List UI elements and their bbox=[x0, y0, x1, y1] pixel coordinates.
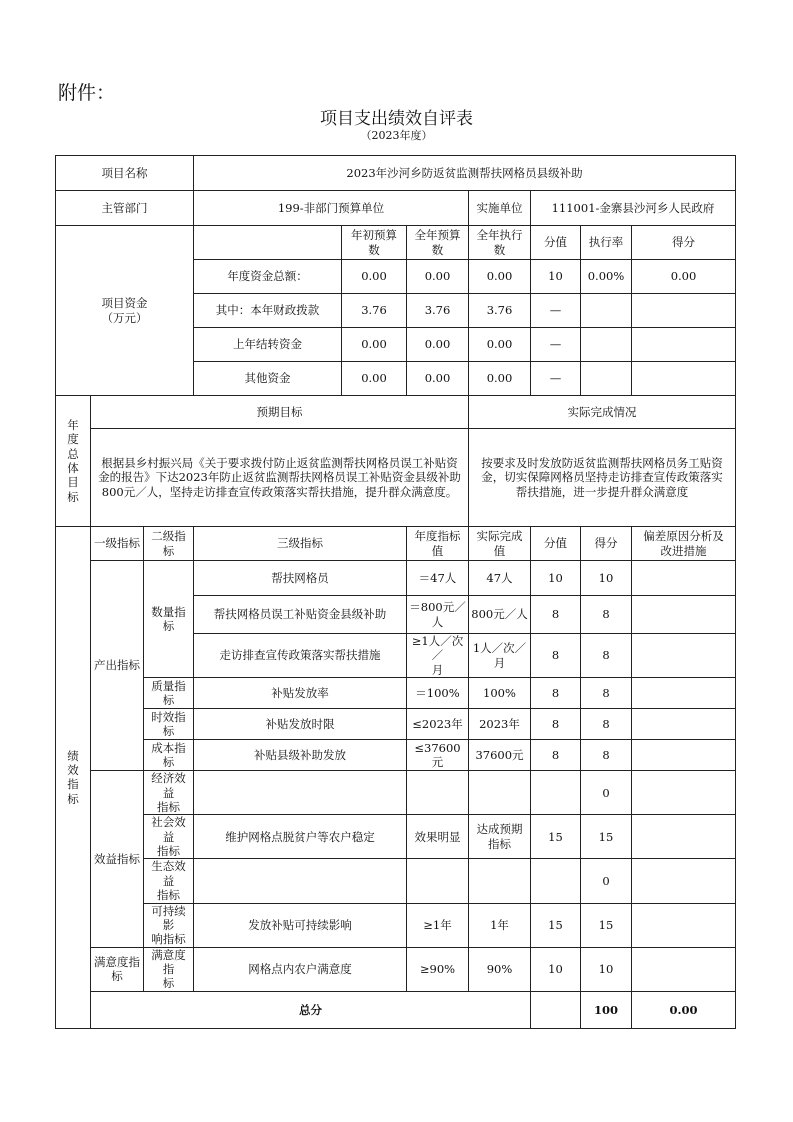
indicator-got: 8 bbox=[581, 678, 632, 709]
goal-label: 年 度 总 体 目 标 bbox=[56, 396, 91, 527]
indicator-score: 8 bbox=[531, 740, 581, 771]
indicator-score bbox=[531, 771, 581, 815]
indicator-reason bbox=[632, 596, 736, 634]
indicator-name bbox=[194, 859, 407, 903]
project-name-row bbox=[56, 156, 736, 191]
indicator-name: 补贴发放时限 bbox=[194, 709, 407, 740]
indicator-actual: 800元／人 bbox=[469, 596, 531, 634]
funds-header-annual: 全年预算 数 bbox=[407, 226, 469, 260]
indicator-reason bbox=[632, 815, 736, 859]
impl-label: 实施单位 bbox=[469, 191, 531, 226]
funds-initial: 0.00 bbox=[342, 260, 407, 294]
indicator-reason bbox=[632, 678, 736, 709]
indicator-score: 10 bbox=[531, 561, 581, 596]
project-name-label: 项目名称 bbox=[56, 156, 194, 191]
impl-value: 111001-金寨县沙河乡人民政府 bbox=[531, 191, 736, 226]
goal-content-row bbox=[56, 429, 736, 527]
performance-table bbox=[55, 155, 736, 1029]
dept-row bbox=[56, 191, 736, 226]
goal-actual-text: 按要求及时发放防返贫监测帮扶网格员务工贴资 金，切实保障网格员坚持走访排查宣传政策落实 帮扶措施，进一步提升群众满意度 bbox=[469, 429, 736, 527]
funds-exec: 0.00 bbox=[469, 362, 531, 396]
goal-actual-label: 实际完成情况 bbox=[469, 396, 736, 429]
funds-header-row bbox=[56, 226, 736, 260]
indicator-got: 0 bbox=[581, 859, 632, 903]
indicator-score: 8 bbox=[531, 634, 581, 678]
indicator-actual bbox=[469, 859, 531, 903]
indicator-target bbox=[407, 859, 469, 903]
indicator-reason bbox=[632, 859, 736, 903]
indicator-name: 补贴县级补助发放 bbox=[194, 740, 407, 771]
year-note: （2023年度） bbox=[360, 129, 433, 142]
indicator-score: 8 bbox=[531, 678, 581, 709]
perf-header-got: 得分 bbox=[581, 527, 632, 561]
perf-header-l3: 三级指标 bbox=[194, 527, 407, 561]
indicator-name: 帮扶网格员 bbox=[194, 561, 407, 596]
perf-quality-label: 质量指标 bbox=[144, 678, 194, 709]
indicator-name: 维护网格点脱贫户等农户稳定 bbox=[194, 815, 407, 859]
indicator-reason bbox=[632, 947, 736, 991]
perf-output-label: 产出指标 bbox=[91, 561, 144, 771]
indicator-score: 8 bbox=[531, 709, 581, 740]
goal-expected-text: 根据县乡村振兴局《关于要求拨付防止返贫监测帮扶网格员误工补贴资 金的报告》下达2023年防止返贫监测帮扶网格员误工补贴资金县级补助 800元／人，坚持走访排查宣传政策落实帮扶措施，提升群众满意度。 bbox=[91, 429, 469, 527]
perf-sustainable-label: 可持续影 响指标 bbox=[144, 903, 194, 947]
perf-satisfaction-l2-label: 满意度指 标 bbox=[144, 947, 194, 991]
funds-got bbox=[632, 328, 736, 362]
indicator-actual: 100% bbox=[469, 678, 531, 709]
funds-exec: 0.00 bbox=[469, 328, 531, 362]
indicator-actual: 47人 bbox=[469, 561, 531, 596]
perf-row-quality bbox=[56, 678, 736, 709]
funds-got bbox=[632, 362, 736, 396]
indicator-got: 8 bbox=[581, 634, 632, 678]
indicator-target: ≥1人／次／ 月 bbox=[407, 634, 469, 678]
total-score: 100 bbox=[581, 991, 632, 1028]
dept-label: 主管部门 bbox=[56, 191, 194, 226]
indicator-got: 8 bbox=[581, 740, 632, 771]
funds-initial: 0.00 bbox=[342, 362, 407, 396]
perf-ecological-label: 生态效益 指标 bbox=[144, 859, 194, 903]
indicator-target: ≤37600元 bbox=[407, 740, 469, 771]
funds-annual: 0.00 bbox=[407, 362, 469, 396]
funds-header-blank bbox=[194, 226, 342, 260]
project-name-value: 2023年沙河乡防返贫监测帮扶网格员县级补助 bbox=[194, 156, 736, 191]
funds-row-label: 其他资金 bbox=[194, 362, 342, 396]
indicator-got: 0 bbox=[581, 771, 632, 815]
total-row bbox=[56, 991, 736, 1028]
indicator-reason bbox=[632, 771, 736, 815]
perf-header-l2: 二级指标 bbox=[144, 527, 194, 561]
indicator-actual: 1年 bbox=[469, 903, 531, 947]
perf-header-l1: 一级指标 bbox=[91, 527, 144, 561]
funds-annual: 0.00 bbox=[407, 328, 469, 362]
funds-rate: 0.00% bbox=[581, 260, 632, 294]
perf-header-score: 分值 bbox=[531, 527, 581, 561]
indicator-actual: 2023年 bbox=[469, 709, 531, 740]
indicator-reason bbox=[632, 740, 736, 771]
funds-score: 10 bbox=[531, 260, 581, 294]
funds-initial: 0.00 bbox=[342, 328, 407, 362]
indicator-name bbox=[194, 771, 407, 815]
indicator-got: 10 bbox=[581, 947, 632, 991]
funds-header-initial: 年初预算 数 bbox=[342, 226, 407, 260]
page-title: 项目支出绩效自评表 bbox=[320, 109, 473, 129]
funds-header-got: 得分 bbox=[632, 226, 736, 260]
goal-header-row bbox=[56, 396, 736, 429]
indicator-got: 15 bbox=[581, 903, 632, 947]
indicator-target: 效果明显 bbox=[407, 815, 469, 859]
perf-row-cost bbox=[56, 740, 736, 771]
indicator-got: 8 bbox=[581, 709, 632, 740]
funds-got bbox=[632, 294, 736, 328]
indicator-got: 8 bbox=[581, 596, 632, 634]
indicator-target bbox=[407, 771, 469, 815]
funds-row-label: 上年结转资金 bbox=[194, 328, 342, 362]
perf-row-sustainable bbox=[56, 903, 736, 947]
dept-value: 199-非部门预算单位 bbox=[194, 191, 469, 226]
indicator-actual: 37600元 bbox=[469, 740, 531, 771]
funds-score: — bbox=[531, 294, 581, 328]
funds-row-label: 年度资金总额： bbox=[194, 260, 342, 294]
indicator-actual: 达成预期 指标 bbox=[469, 815, 531, 859]
indicator-name: 帮扶网格员误工补贴资金县级补助 bbox=[194, 596, 407, 634]
indicator-reason bbox=[632, 561, 736, 596]
funds-rate bbox=[581, 362, 632, 396]
perf-cost-label: 成本指标 bbox=[144, 740, 194, 771]
funds-score: — bbox=[531, 362, 581, 396]
funds-header-score: 分值 bbox=[531, 226, 581, 260]
indicator-target: ＝47人 bbox=[407, 561, 469, 596]
perf-time-label: 时效指标 bbox=[144, 709, 194, 740]
indicator-score bbox=[531, 859, 581, 903]
funds-annual: 3.76 bbox=[407, 294, 469, 328]
indicator-score: 15 bbox=[531, 815, 581, 859]
total-actual-blank bbox=[531, 991, 581, 1028]
indicator-score: 8 bbox=[531, 596, 581, 634]
funds-exec: 0.00 bbox=[469, 260, 531, 294]
funds-rate bbox=[581, 328, 632, 362]
perf-satisfaction-l1-label: 满意度指 标 bbox=[91, 947, 144, 991]
perf-header-row bbox=[56, 527, 736, 561]
indicator-reason bbox=[632, 903, 736, 947]
indicator-score: 10 bbox=[531, 947, 581, 991]
funds-got: 0.00 bbox=[632, 260, 736, 294]
indicator-score: 15 bbox=[531, 903, 581, 947]
indicator-name: 走访排查宣传政策落实帮扶措施 bbox=[194, 634, 407, 678]
perf-header-reason: 偏差原因分析及 改进措施 bbox=[632, 527, 736, 561]
indicator-reason bbox=[632, 709, 736, 740]
perf-header-target: 年度指标 值 bbox=[407, 527, 469, 561]
indicator-target: ≤2023年 bbox=[407, 709, 469, 740]
funds-label: 项目资金 （万元） bbox=[56, 226, 194, 396]
perf-row-ecological bbox=[56, 859, 736, 903]
indicator-name: 补贴发放率 bbox=[194, 678, 407, 709]
funds-exec: 3.76 bbox=[469, 294, 531, 328]
indicator-target: ＝800元／ 人 bbox=[407, 596, 469, 634]
perf-benefit-label: 效益指标 bbox=[91, 771, 144, 948]
total-got: 0.00 bbox=[632, 991, 736, 1028]
indicator-name: 网格点内农户满意度 bbox=[194, 947, 407, 991]
funds-header-exec: 全年执行 数 bbox=[469, 226, 531, 260]
indicator-reason bbox=[632, 634, 736, 678]
perf-quantity-label: 数量指标 bbox=[144, 561, 194, 678]
perf-row-satisfaction bbox=[56, 947, 736, 991]
total-label: 总分 bbox=[91, 991, 531, 1028]
indicator-actual bbox=[469, 771, 531, 815]
perf-header-actual: 实际完成值 bbox=[469, 527, 531, 561]
funds-rate bbox=[581, 294, 632, 328]
indicator-actual: 1人／次／月 bbox=[469, 634, 531, 678]
funds-score: — bbox=[531, 328, 581, 362]
indicator-name: 发放补贴可持续影响 bbox=[194, 903, 407, 947]
perf-row-time bbox=[56, 709, 736, 740]
indicator-target: ≥90% bbox=[407, 947, 469, 991]
perf-row-social bbox=[56, 815, 736, 859]
perf-row-quantity-1 bbox=[56, 561, 736, 596]
perf-row-economic bbox=[56, 771, 736, 815]
funds-initial: 3.76 bbox=[342, 294, 407, 328]
perf-economic-label: 经济效益 指标 bbox=[144, 771, 194, 815]
indicator-target: ＝100% bbox=[407, 678, 469, 709]
perf-social-label: 社会效益 指标 bbox=[144, 815, 194, 859]
indicator-target: ≥1年 bbox=[407, 903, 469, 947]
funds-annual: 0.00 bbox=[407, 260, 469, 294]
funds-row-label: 其中：本年财政拨款 bbox=[194, 294, 342, 328]
funds-header-rate: 执行率 bbox=[581, 226, 632, 260]
perf-label: 绩 效 指 标 bbox=[56, 527, 91, 1029]
indicator-actual: 90% bbox=[469, 947, 531, 991]
indicator-got: 10 bbox=[581, 561, 632, 596]
attachment-label: 附件： bbox=[58, 82, 116, 104]
goal-expected-label: 预期目标 bbox=[91, 396, 469, 429]
indicator-got: 15 bbox=[581, 815, 632, 859]
